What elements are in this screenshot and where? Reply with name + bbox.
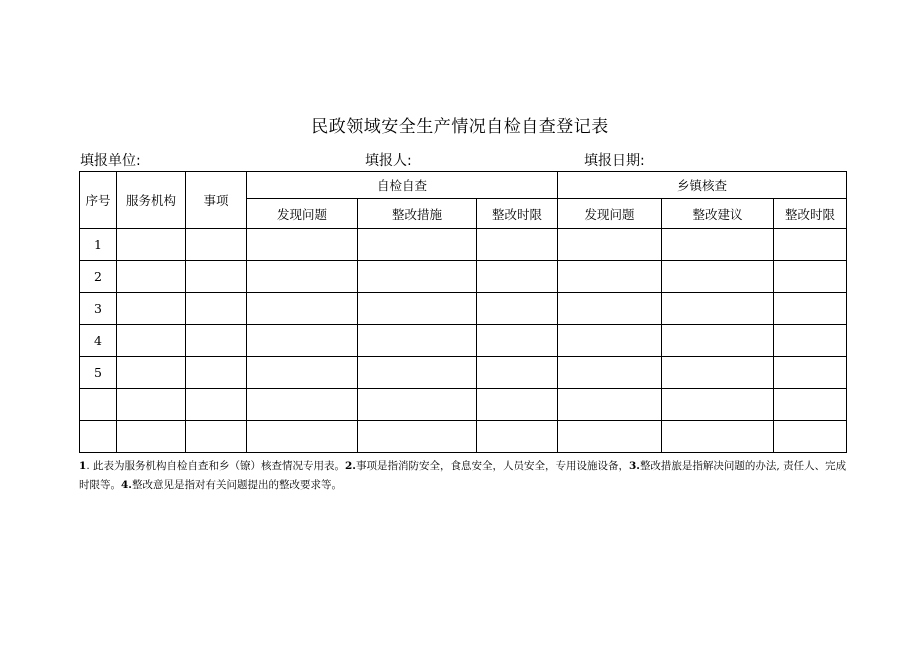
table-cell[interactable] bbox=[117, 325, 186, 357]
table-cell[interactable] bbox=[558, 325, 662, 357]
header-town-deadline: 整改时限 bbox=[774, 199, 847, 229]
header-self-deadline: 整改时限 bbox=[477, 199, 558, 229]
table-cell[interactable] bbox=[358, 325, 477, 357]
note-text-2: 事项是指消防安全，食息安全，人员安全，专用设施设备， bbox=[355, 460, 629, 472]
page-title: 民政领域安全生产情况自检自查登记表 bbox=[311, 117, 609, 137]
footnote bbox=[79, 457, 854, 495]
header-town-suggestion: 整改建议 bbox=[662, 199, 774, 229]
header-town-problem: 发现问题 bbox=[558, 199, 662, 229]
table-cell[interactable] bbox=[774, 421, 847, 453]
table-cell[interactable] bbox=[186, 293, 247, 325]
table-cell[interactable] bbox=[358, 293, 477, 325]
table-cell[interactable] bbox=[117, 357, 186, 389]
table-cell[interactable] bbox=[117, 229, 186, 261]
table-cell[interactable] bbox=[186, 229, 247, 261]
note-text-3: 整改措旅是指解决问题的办法, 责任人、完成时限等。 bbox=[79, 460, 847, 491]
table-cell[interactable] bbox=[117, 389, 186, 421]
table-cell[interactable] bbox=[247, 357, 358, 389]
table-row bbox=[80, 229, 847, 261]
table-cell[interactable] bbox=[117, 421, 186, 453]
table-cell[interactable] bbox=[774, 229, 847, 261]
table-cell[interactable] bbox=[662, 357, 774, 389]
table-cell[interactable] bbox=[558, 421, 662, 453]
header-self-measure: 整改措施 bbox=[358, 199, 477, 229]
table-cell[interactable] bbox=[186, 389, 247, 421]
table-cell[interactable] bbox=[358, 261, 477, 293]
table-cell[interactable] bbox=[662, 229, 774, 261]
table-cell[interactable] bbox=[774, 293, 847, 325]
table-cell[interactable] bbox=[662, 261, 774, 293]
table-cell[interactable] bbox=[247, 421, 358, 453]
header-self-problem: 发现问题 bbox=[247, 199, 358, 229]
header-org: 服务机构 bbox=[117, 172, 186, 229]
note-num-1: 1 bbox=[79, 460, 87, 472]
note-text-4: 整改意见是指对有关问题提出的整改要求等。 bbox=[131, 479, 342, 491]
table-cell[interactable] bbox=[774, 357, 847, 389]
row-number: 4 bbox=[80, 325, 117, 357]
table-cell[interactable] bbox=[774, 325, 847, 357]
header-seq: 序号 bbox=[80, 172, 117, 229]
row-number: 2 bbox=[80, 261, 117, 293]
fill-person-label: 填报人: bbox=[365, 153, 412, 169]
table-cell[interactable] bbox=[558, 293, 662, 325]
table-row bbox=[80, 293, 847, 325]
row-number: 3 bbox=[80, 293, 117, 325]
table-cell[interactable] bbox=[558, 389, 662, 421]
note-num-2: 2. bbox=[345, 460, 356, 472]
table-cell[interactable] bbox=[662, 325, 774, 357]
table-row bbox=[80, 325, 847, 357]
table-cell[interactable] bbox=[247, 325, 358, 357]
header-item: 事项 bbox=[186, 172, 247, 229]
row-number bbox=[80, 421, 117, 453]
table-cell[interactable] bbox=[186, 421, 247, 453]
table-cell[interactable] bbox=[358, 389, 477, 421]
table-cell[interactable] bbox=[662, 293, 774, 325]
table-cell[interactable] bbox=[186, 357, 247, 389]
table-cell[interactable] bbox=[358, 421, 477, 453]
row-number: 5 bbox=[80, 357, 117, 389]
table-cell[interactable] bbox=[247, 261, 358, 293]
table-cell[interactable] bbox=[477, 421, 558, 453]
table-row bbox=[80, 389, 847, 421]
table-cell[interactable] bbox=[117, 261, 186, 293]
table-cell[interactable] bbox=[358, 357, 477, 389]
table-cell[interactable] bbox=[774, 389, 847, 421]
table-row bbox=[80, 261, 847, 293]
note-text-1: . 此表为服务机构自检自查和乡（镣）核查情况专用表。 bbox=[86, 460, 345, 472]
table-cell[interactable] bbox=[477, 325, 558, 357]
table-cell[interactable] bbox=[477, 293, 558, 325]
table-cell[interactable] bbox=[247, 229, 358, 261]
table-cell[interactable] bbox=[558, 229, 662, 261]
header-self-check: 自检自查 bbox=[247, 172, 558, 199]
table-cell[interactable] bbox=[477, 389, 558, 421]
row-number bbox=[80, 389, 117, 421]
register-table bbox=[79, 171, 847, 453]
table-cell[interactable] bbox=[117, 293, 186, 325]
table-row bbox=[80, 357, 847, 389]
table-cell[interactable] bbox=[247, 389, 358, 421]
table-row bbox=[80, 421, 847, 453]
fill-unit-label: 填报单位: bbox=[80, 153, 141, 169]
note-num-4: 4. bbox=[121, 479, 132, 491]
table-cell[interactable] bbox=[186, 325, 247, 357]
table-cell[interactable] bbox=[186, 261, 247, 293]
note-num-3: 3. bbox=[628, 460, 640, 472]
table-cell[interactable] bbox=[358, 229, 477, 261]
table-cell[interactable] bbox=[662, 421, 774, 453]
table-cell[interactable] bbox=[774, 261, 847, 293]
table-cell[interactable] bbox=[558, 357, 662, 389]
table-cell[interactable] bbox=[477, 261, 558, 293]
table-cell[interactable] bbox=[477, 229, 558, 261]
header-town-check: 乡镇核查 bbox=[558, 172, 847, 199]
table-cell[interactable] bbox=[558, 261, 662, 293]
table-cell[interactable] bbox=[247, 293, 358, 325]
fill-date-label: 填报日期: bbox=[584, 153, 645, 169]
row-number: 1 bbox=[80, 229, 117, 261]
table-cell[interactable] bbox=[662, 389, 774, 421]
table-cell[interactable] bbox=[477, 357, 558, 389]
